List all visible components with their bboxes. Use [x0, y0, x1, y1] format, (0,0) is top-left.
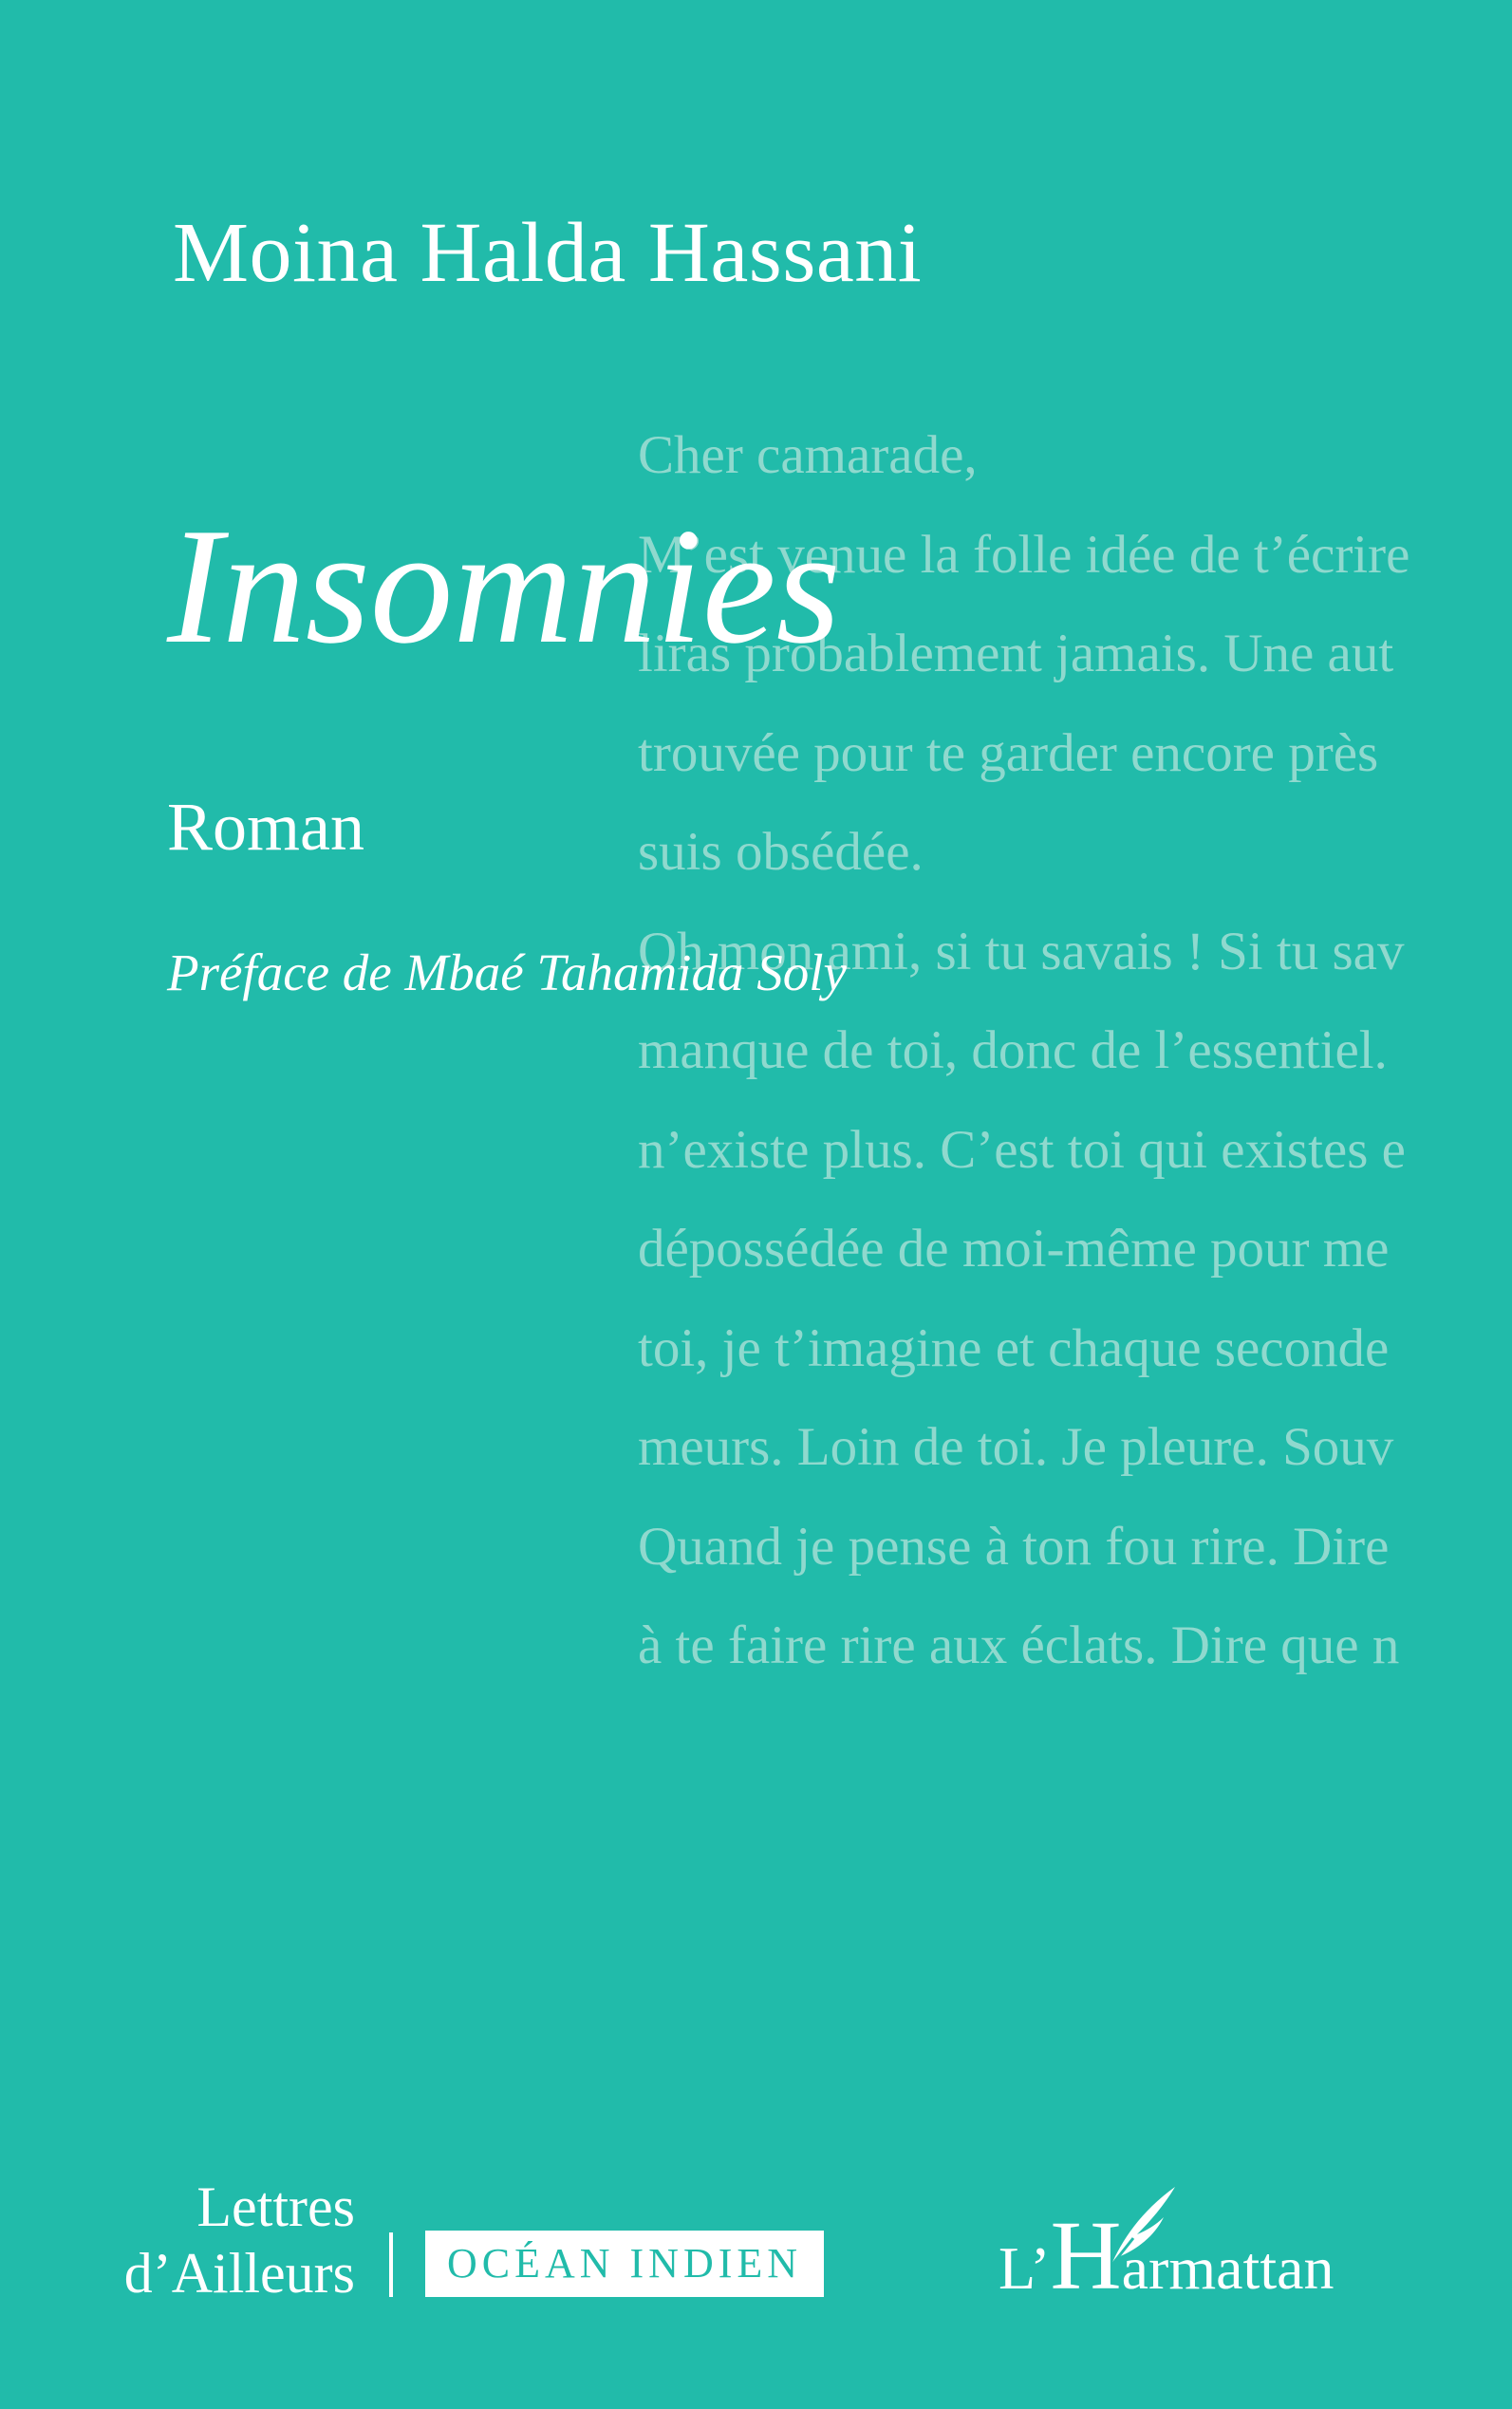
excerpt-line: liras probablement jamais. Une aut — [638, 624, 1394, 683]
excerpt-line: toi, je t’imagine et chaque seconde — [638, 1317, 1390, 1378]
excerpt-line: trouvée pour te garder encore près — [638, 722, 1379, 783]
excerpt-line: M’est venue la folle idée de t’écrire — [638, 524, 1410, 585]
collection-line: Lettres — [196, 2176, 355, 2238]
excerpt-line: n’existe plus. C’est toi qui existes e — [638, 1119, 1406, 1180]
series-badge: OCÉAN INDIEN — [425, 2231, 824, 2297]
excerpt-line: manque de toi, donc de l’essentiel. — [638, 1020, 1388, 1080]
excerpt-line: meurs. Loin de toi. Je pleure. Souv — [638, 1417, 1394, 1477]
collection-divider — [389, 2232, 393, 2297]
excerpt-line: dépossédée de moi-même pour me — [638, 1219, 1390, 1279]
excerpt-line: suis obsédée. — [638, 822, 924, 882]
publisher-initial: H — [1050, 2201, 1122, 2310]
genre-label: Roman — [167, 789, 364, 865]
excerpt-line: Oh mon ami, si tu savais ! Si tu sav — [638, 921, 1405, 981]
publisher-rest: armattan — [1121, 2234, 1335, 2302]
publisher-name — [999, 2201, 1335, 2310]
excerpt-line: à te faire rire aux éclats. Dire que n — [638, 1615, 1400, 1675]
publisher-prefix: L’ — [999, 2234, 1051, 2302]
excerpt-line: Quand je pense à ton fou rire. Dire — [638, 1516, 1390, 1577]
preface-credit: Préface de Mbaé Tahamida Soly — [167, 943, 847, 1001]
collection-line: d’Ailleurs — [123, 2242, 355, 2305]
author-name: Moina Halda Hassani — [173, 206, 923, 300]
publisher-logo — [999, 2183, 1359, 2310]
book-title: Insomnies — [167, 494, 841, 678]
excerpt-line: Cher camarade, — [638, 425, 978, 485]
collection-name — [99, 2174, 355, 2306]
